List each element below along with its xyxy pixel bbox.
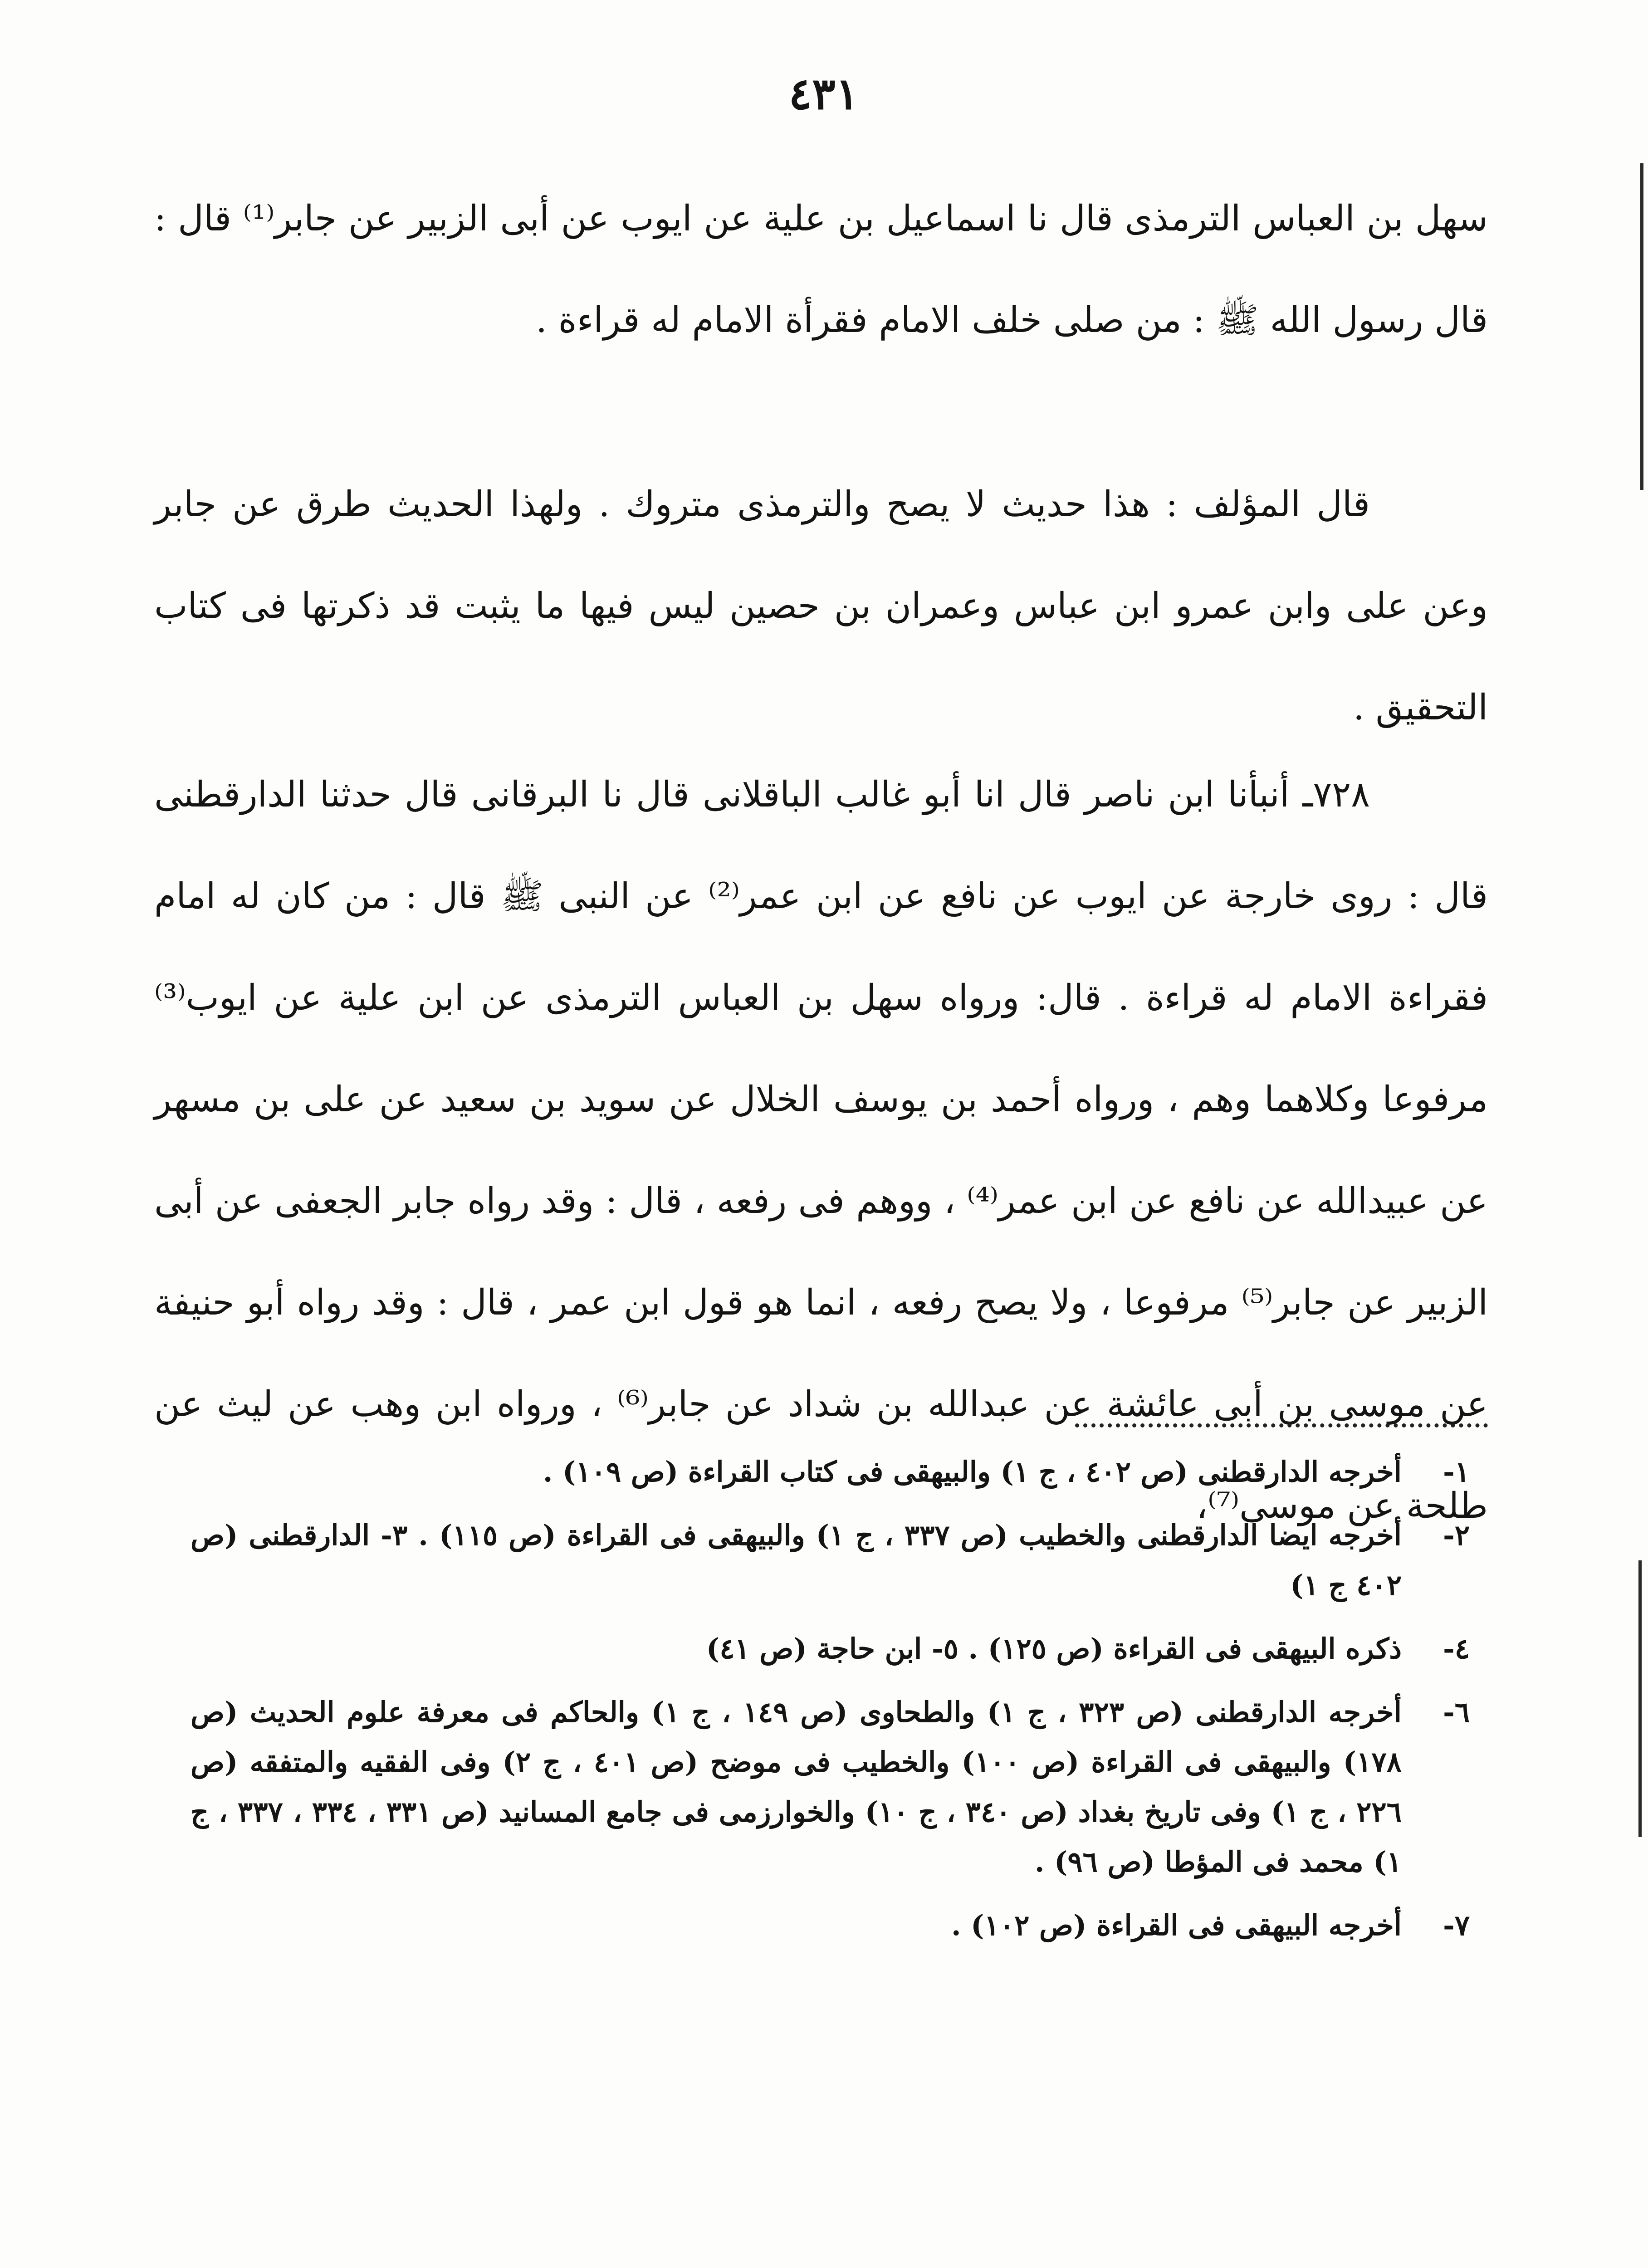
footnote-number: ٧- [1443,1909,1470,1942]
footnote-number: ٦- [1443,1696,1470,1729]
footnote-item [191,1510,1470,1610]
footnote-text: أخرجه ايضا الدارقطنى والخطيب (ص ٣٣٧ ، ج ١) والبيهقى فى القراءة (ص ١١٥) . ٣- الدارقطنى (ص ٤٠٢ ج ١) [191,1519,1402,1602]
footnote-item [191,1447,1470,1497]
footnotes-list [191,1447,1470,1964]
footnote-separator [1075,1423,1488,1427]
footnote-item [191,1687,1470,1887]
hadith-728-paragraph: ٧٢٨ـ أنبأنا ابن ناصر قال انا أبو غالب الباقلانى قال نا البرقانى قال حدثنا الدارقطنى قال : روى خارجة عن ايوب عن نافع عن ابن عمر⁽²⁾ عن النبى ﷺ قال : من كان له امام فقراءة الامام له قراءة . قال: ورواه سهل بن العباس الترمذى عن ابن علية عن ايوب⁽³⁾ مرفوعا وكلاهما وهم ، ورواه أحمد بن يوسف الخلال عن سويد بن سعيد عن على بن مسهر عن عبيدالله عن نافع عن ابن عمر⁽⁴⁾ ، ووهم فى رفعه ، قال : وقد رواه جابر الجعفى عن أبى الزبير عن جابر⁽⁵⁾ مرفوعا ، ولا يصح رفعه ، انما هو قول ابن عمر ، قال : وقد رواه أبو حنيفة عن موسى بن أبى عائشة عن عبدالله بن شداد عن جابر⁽⁶⁾ ، ورواه ابن وهب عن ليث عن طلحة عن موسى⁽⁷⁾، [154,774,1488,1526]
scan-edge-mark [1640,163,1643,490]
footnote-number: ١- [1443,1455,1470,1488]
footnote-text: أخرجه البيهقى فى القراءة (ص ١٠٢) . [951,1909,1402,1942]
footnote-item [191,1901,1470,1950]
footnote-text: أخرجه الدارقطنى (ص ٤٠٢ ، ج ١) والبيهقى فى كتاب القراءة (ص ١٠٩) . [543,1455,1402,1488]
page-number: ٤٣١ [788,68,859,119]
footnote-number: ٢- [1443,1519,1470,1552]
scan-edge-mark [1638,1560,1642,1837]
footnote-number: ٤- [1443,1632,1470,1665]
footnote-text: ذكره البيهقى فى القراءة (ص ١٢٥) . ٥- ابن حاجة (ص ٤١) [706,1632,1402,1665]
hadith-paragraph: سهل بن العباس الترمذى قال نا اسماعيل بن علية عن ايوب عن أبى الزبير عن جابر⁽¹⁾ قال : قال رسول الله ﷺ : من صلى خلف الامام فقرأة الامام له قراءة . [154,198,1488,341]
author-comment-paragraph: قال المؤلف : هذا حديث لا يصح والترمذى متروك . ولهذا الحديث طرق عن جابر وعن على وابن عمرو ابن عباس وعمران بن حصين ليس فيها ما يثبت قد ذكرتها فى كتاب التحقيق . [154,484,1488,728]
footnote-item [191,1624,1470,1674]
footnote-text: أخرجه الدارقطنى (ص ٣٢٣ ، ج ١) والطحاوى (ص ١٤٩ ، ج ١) والحاكم فى معرفة علوم الحديث (ص ١٧٨) والبيهقى فى القراءة (ص ١٠٠) والخطيب فى موضح (ص ٤٠١ ، ج ٢) وفى الفقيه والمتفقه (ص ٢٢٦ ، ج ١) وفى تاريخ بغداد (ص ٣٤٠ ، ج ١٠) والخوارزمى فى جامع المسانيد (ص ٣٣١ ، ٣٣٤ ، ٣٣٧ ، ج ١) محمد فى المؤطا (ص ٩٦) . [191,1696,1402,1878]
